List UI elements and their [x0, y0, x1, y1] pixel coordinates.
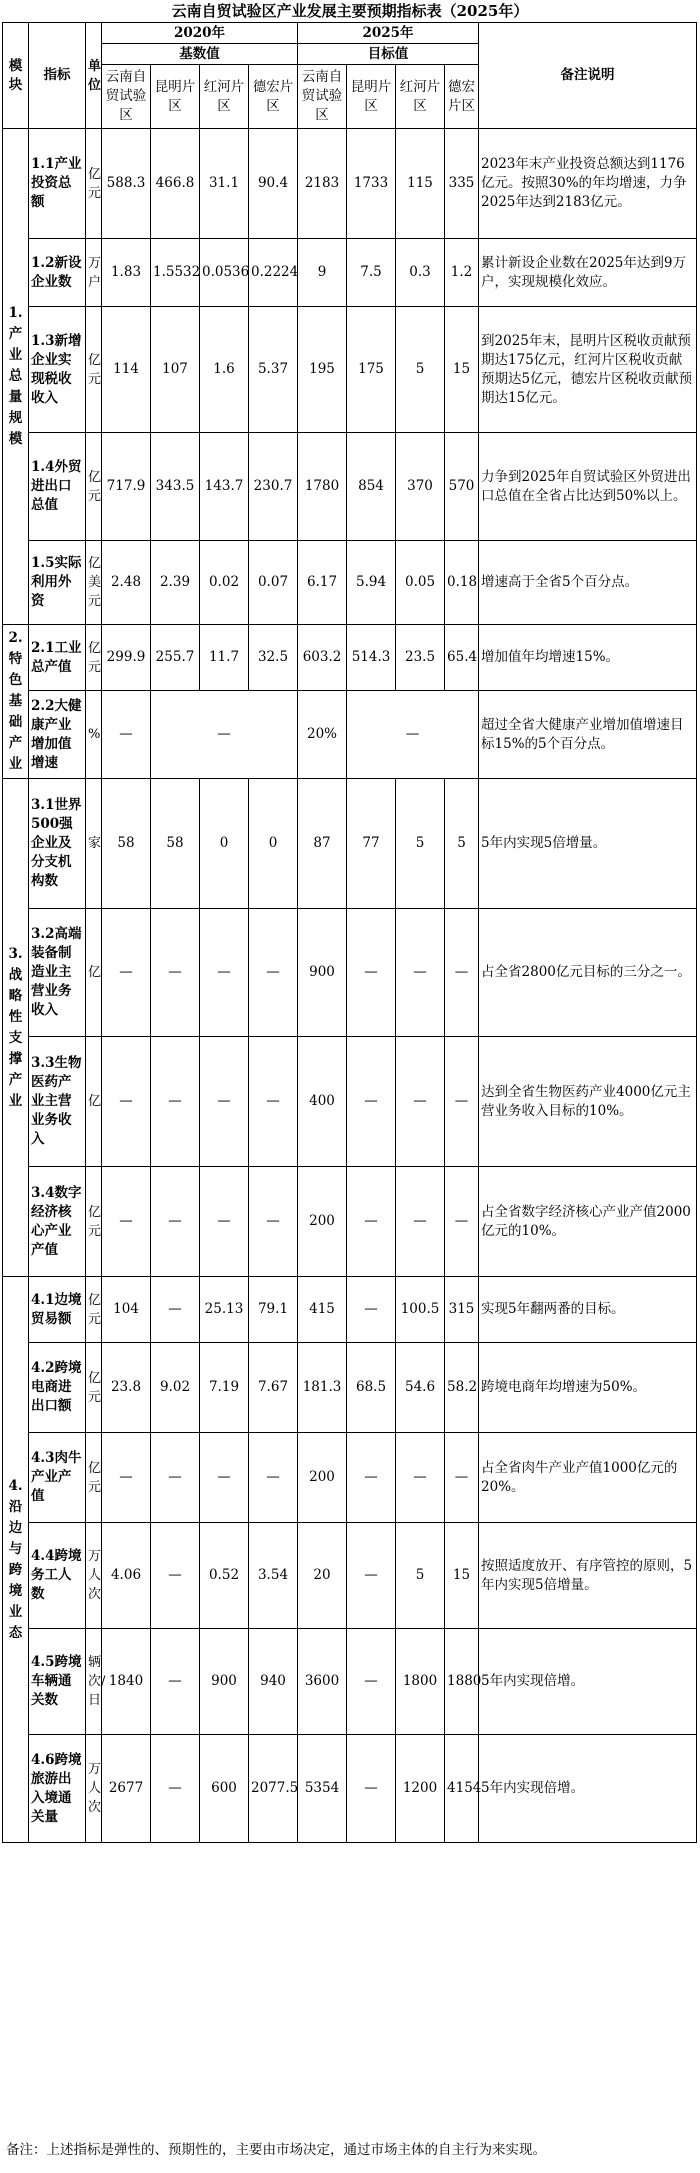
target-value: — [347, 1629, 396, 1735]
indicator-name: 4.4跨境务工人数 [29, 1523, 86, 1629]
target-value: 181.3 [298, 1343, 347, 1433]
target-value: 1880 [445, 1629, 479, 1735]
target-value: 5354 [298, 1735, 347, 1843]
base-value: — [102, 1037, 151, 1167]
base-value: — [102, 691, 151, 779]
header-target-value: 目标值 [298, 44, 479, 65]
target-value: 1800 [396, 1629, 445, 1735]
target-value: 100.5 [396, 1277, 445, 1343]
base-value: 588.3 [102, 129, 151, 239]
target-value: — [445, 1167, 479, 1277]
base-value: 1840 [102, 1629, 151, 1735]
target-value: 370 [396, 433, 445, 541]
target-value: 315 [445, 1277, 479, 1343]
target-value: 23.5 [396, 625, 445, 691]
base-value: 0 [200, 779, 249, 909]
unit-cell: 亿元 [86, 625, 102, 691]
header-module: 模块 [3, 23, 29, 129]
remark-cell: 按照适度放开、有序管控的原则，5年内实现5倍增量。 [479, 1523, 697, 1629]
unit-cell: 家 [86, 779, 102, 909]
indicator-name: 1.4外贸进出口总值 [29, 433, 86, 541]
unit-cell: 亿 [86, 1037, 102, 1167]
base-value: 90.4 [249, 129, 298, 239]
indicator-name: 3.3生物医药产业主营业务收入 [29, 1037, 86, 1167]
base-value: — [200, 1167, 249, 1277]
base-value: 1.83 [102, 239, 151, 307]
indicator-name: 2.2大健康产业增加值增速 [29, 691, 86, 779]
base-value: 7.19 [200, 1343, 249, 1433]
base-value: — [200, 1433, 249, 1523]
indicator-name: 1.5实际利用外资 [29, 541, 86, 625]
target-value: 7.5 [347, 239, 396, 307]
target-value: — [396, 1167, 445, 1277]
base-value: 104 [102, 1277, 151, 1343]
indicator-name: 2.1工业总产值 [29, 625, 86, 691]
unit-cell: 亿元 [86, 307, 102, 433]
target-value: 15 [445, 307, 479, 433]
target-value: 200 [298, 1433, 347, 1523]
base-value: 3.54 [249, 1523, 298, 1629]
remark-cell: 2023年末产业投资总额达到1176亿元。按照30%的年均增速，力争2025年达到2183亿元。 [479, 129, 697, 239]
target-value: 58.2 [445, 1343, 479, 1433]
base-value: 58 [102, 779, 151, 909]
header-indicator: 指标 [29, 23, 86, 129]
base-value: 0.52 [200, 1523, 249, 1629]
unit-cell: 万户 [86, 239, 102, 307]
base-value: 0.0536 [200, 239, 249, 307]
unit-cell: 万人次 [86, 1523, 102, 1629]
base-value: 4.06 [102, 1523, 151, 1629]
target-value: — [347, 1037, 396, 1167]
base-value: — [151, 1433, 200, 1523]
target-value: 2183 [298, 129, 347, 239]
target-value: — [396, 909, 445, 1037]
base-value: 299.9 [102, 625, 151, 691]
footnote: 备注：上述指标是弹性的、预期性的，主要由市场决定，通过市场主体的自主行为来实现。 [6, 2142, 546, 2158]
base-value: 31.1 [200, 129, 249, 239]
module-4-label: 4.沿边与跨境业态 [3, 1277, 29, 1843]
base-value: 32.5 [249, 625, 298, 691]
base-value: — [151, 1629, 200, 1735]
indicator-name: 1.1产业投资总额 [29, 129, 86, 239]
base-value: 114 [102, 307, 151, 433]
remark-cell: 5年内实现倍增。 [479, 1629, 697, 1735]
target-value: 115 [396, 129, 445, 239]
unit-cell: 亿美元 [86, 541, 102, 625]
target-value: — [396, 1433, 445, 1523]
module-3-label: 3.战略性支撑产业 [3, 779, 29, 1277]
target-value: 5 [396, 779, 445, 909]
module-2-label: 2.特色基础产业 [3, 625, 29, 779]
target-value: 20% [298, 691, 347, 779]
base-value: — [151, 1277, 200, 1343]
base-value: 1.5532 [151, 239, 200, 307]
target-value: 1.2 [445, 239, 479, 307]
header-area-dehong: 德宏片区 [445, 65, 479, 129]
remark-cell: 占全省肉牛产业产值1000亿元的20%。 [479, 1433, 697, 1523]
base-value: 107 [151, 307, 200, 433]
unit-cell: 亿元 [86, 1167, 102, 1277]
unit-cell: 亿元 [86, 1433, 102, 1523]
target-value: 200 [298, 1167, 347, 1277]
target-value: 5 [396, 1523, 445, 1629]
target-value: 68.5 [347, 1343, 396, 1433]
target-value: 900 [298, 909, 347, 1037]
base-value: 0 [249, 779, 298, 909]
remark-cell: 到2025年末，昆明片区税收贡献预期达175亿元，红河片区税收贡献预期达5亿元，德宏片区税收贡献预期达15亿元。 [479, 307, 697, 433]
header-remarks: 备注说明 [479, 23, 697, 129]
target-value: — [347, 691, 479, 779]
unit-cell: 亿元 [86, 1343, 102, 1433]
target-value: 87 [298, 779, 347, 909]
target-value: 20 [298, 1523, 347, 1629]
unit-cell: 亿元 [86, 1277, 102, 1343]
target-value: 415 [298, 1277, 347, 1343]
base-value: 9.02 [151, 1343, 200, 1433]
indicator-name: 4.5跨境车辆通关数 [29, 1629, 86, 1735]
base-value: 0.02 [200, 541, 249, 625]
indicator-name: 4.1边境贸易额 [29, 1277, 86, 1343]
target-value: 4154 [445, 1735, 479, 1843]
target-value: — [445, 1037, 479, 1167]
unit-cell: 亿元 [86, 433, 102, 541]
base-value: 2.39 [151, 541, 200, 625]
indicator-table [2, 22, 697, 1843]
target-value: 514.3 [347, 625, 396, 691]
base-value: 1.6 [200, 307, 249, 433]
unit-cell: 亿元 [86, 129, 102, 239]
base-value: — [102, 909, 151, 1037]
base-value: — [249, 909, 298, 1037]
target-value: 175 [347, 307, 396, 433]
target-value: 1200 [396, 1735, 445, 1843]
base-value: — [249, 1037, 298, 1167]
remark-cell: 实现5年翻两番的目标。 [479, 1277, 697, 1343]
target-value: 0.3 [396, 239, 445, 307]
base-value: — [151, 1037, 200, 1167]
indicator-name: 4.3肉牛产业产值 [29, 1433, 86, 1523]
base-value: — [102, 1433, 151, 1523]
target-value: 5 [396, 307, 445, 433]
header-2025: 2025年 [298, 23, 479, 44]
base-value: — [200, 909, 249, 1037]
target-value: 65.4 [445, 625, 479, 691]
indicator-name: 1.3新增企业实现税收收入 [29, 307, 86, 433]
base-value: — [151, 1167, 200, 1277]
target-value: 77 [347, 779, 396, 909]
base-value: 255.7 [151, 625, 200, 691]
target-value: 335 [445, 129, 479, 239]
unit-cell: 万人次 [86, 1735, 102, 1843]
remark-cell: 增速高于全省5个百分点。 [479, 541, 697, 625]
target-value: — [347, 1277, 396, 1343]
unit-cell: 亿 [86, 909, 102, 1037]
remark-cell: 5年内实现倍增。 [479, 1735, 697, 1843]
target-value: — [445, 909, 479, 1037]
target-value: 1780 [298, 433, 347, 541]
base-value: 5.37 [249, 307, 298, 433]
remark-cell: 达到全省生物医药产业4000亿元主营业务收入目标的10%。 [479, 1037, 697, 1167]
base-value: 23.8 [102, 1343, 151, 1433]
remark-cell: 累计新设企业数在2025年达到9万户，实现规模化效应。 [479, 239, 697, 307]
indicator-name: 4.6跨境旅游出入境通关量 [29, 1735, 86, 1843]
header-area-honghe: 红河片区 [396, 65, 445, 129]
remark-cell: 5年内实现5倍增量。 [479, 779, 697, 909]
target-value: — [347, 909, 396, 1037]
target-value: — [347, 1735, 396, 1843]
target-value: — [347, 1167, 396, 1277]
target-value: 400 [298, 1037, 347, 1167]
indicator-name: 3.2高端装备制造业主营业务收入 [29, 909, 86, 1037]
target-value: 9 [298, 239, 347, 307]
header-unit: 单位 [86, 23, 102, 129]
base-value: 79.1 [249, 1277, 298, 1343]
base-value: 0.2224 [249, 239, 298, 307]
target-value: 1733 [347, 129, 396, 239]
base-value: 900 [200, 1629, 249, 1735]
indicator-name: 3.4数字经济核心产业产值 [29, 1167, 86, 1277]
target-value: — [347, 1433, 396, 1523]
page-title: 云南自贸试验区产业发展主要预期指标表（2025年） [171, 2, 529, 20]
target-value: 854 [347, 433, 396, 541]
base-value: 7.67 [249, 1343, 298, 1433]
base-value: — [249, 1167, 298, 1277]
header-area-dehong: 德宏片区 [249, 65, 298, 129]
target-value: 0.18 [445, 541, 479, 625]
remark-cell: 占全省数字经济核心产业产值2000亿元的10%。 [479, 1167, 697, 1277]
base-value: 2.48 [102, 541, 151, 625]
base-value: 717.9 [102, 433, 151, 541]
remark-cell: 占全省2800亿元目标的三分之一。 [479, 909, 697, 1037]
base-value: — [249, 1433, 298, 1523]
target-value: 5 [445, 779, 479, 909]
remark-cell: 增加值年均增速15%。 [479, 625, 697, 691]
indicator-name: 4.2跨境电商进出口额 [29, 1343, 86, 1433]
base-value: — [151, 1735, 200, 1843]
target-value: 3600 [298, 1629, 347, 1735]
target-value: — [445, 1433, 479, 1523]
remark-cell: 力争到2025年自贸试验区外贸进出口总值在全省占比达到50%以上。 [479, 433, 697, 541]
header-area-yunnan: 云南自贸试验区 [298, 65, 347, 129]
base-value: 940 [249, 1629, 298, 1735]
target-value: 5.94 [347, 541, 396, 625]
base-value: — [151, 909, 200, 1037]
remark-cell: 超过全省大健康产业增加值增速目标15%的5个百分点。 [479, 691, 697, 779]
indicator-name: 3.1世界500强企业及分支机构数 [29, 779, 86, 909]
remark-cell: 跨境电商年均增速为50%。 [479, 1343, 697, 1433]
base-value: — [151, 1523, 200, 1629]
header-area-kunming: 昆明片区 [151, 65, 200, 129]
header-area-yunnan: 云南自贸试验区 [102, 65, 151, 129]
base-value: — [102, 1167, 151, 1277]
target-value: 0.05 [396, 541, 445, 625]
target-value: — [347, 1523, 396, 1629]
base-value: 230.7 [249, 433, 298, 541]
base-value: 2077.5 [249, 1735, 298, 1843]
module-1-label: 1.产业总量规模 [3, 129, 29, 625]
target-value: — [396, 1037, 445, 1167]
base-value: 0.07 [249, 541, 298, 625]
target-value: 570 [445, 433, 479, 541]
header-area-honghe: 红河片区 [200, 65, 249, 129]
indicator-name: 1.2新设企业数 [29, 239, 86, 307]
header-area-kunming: 昆明片区 [347, 65, 396, 129]
target-value: 54.6 [396, 1343, 445, 1433]
base-value: 25.13 [200, 1277, 249, 1343]
base-value: 343.5 [151, 433, 200, 541]
target-value: 6.17 [298, 541, 347, 625]
base-value: 11.7 [200, 625, 249, 691]
base-value: 2677 [102, 1735, 151, 1843]
header-2020: 2020年 [102, 23, 298, 44]
base-value: — [151, 691, 298, 779]
base-value: 466.8 [151, 129, 200, 239]
unit-cell: % [86, 691, 102, 779]
base-value: 600 [200, 1735, 249, 1843]
unit-cell: 辆次/日 [86, 1629, 102, 1735]
base-value: 58 [151, 779, 200, 909]
base-value: — [200, 1037, 249, 1167]
base-value: 143.7 [200, 433, 249, 541]
target-value: 603.2 [298, 625, 347, 691]
target-value: 15 [445, 1523, 479, 1629]
target-value: 195 [298, 307, 347, 433]
header-base-value: 基数值 [102, 44, 298, 65]
